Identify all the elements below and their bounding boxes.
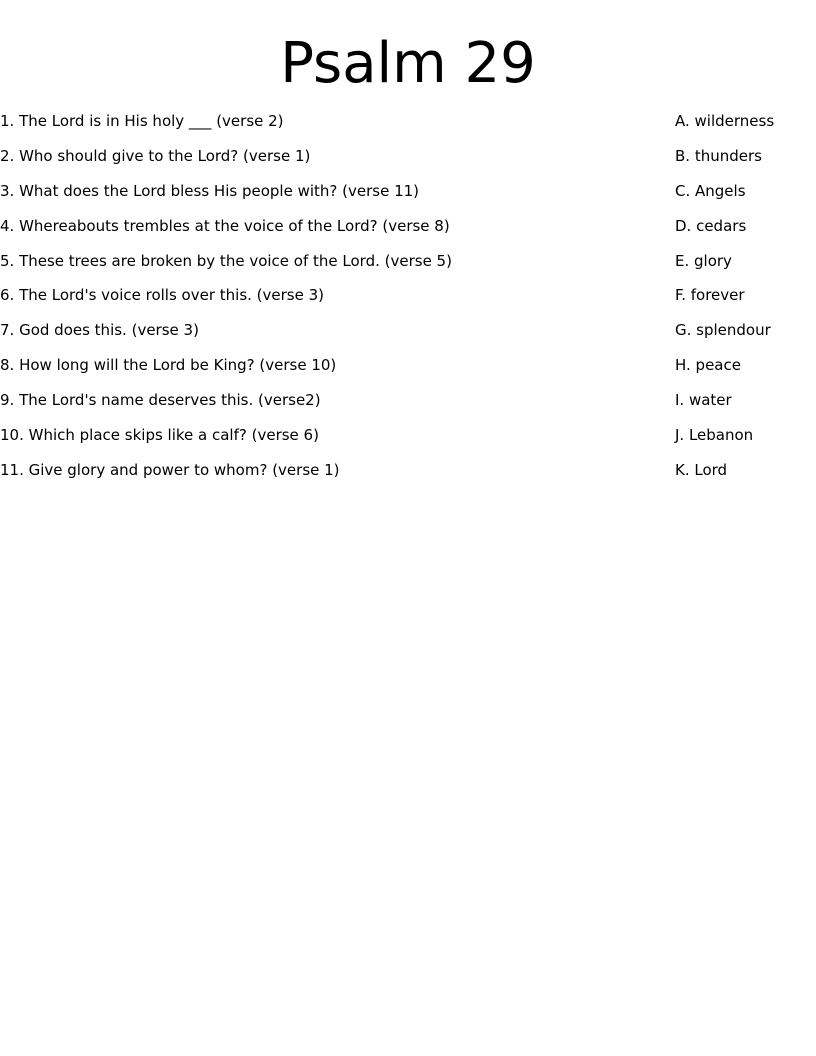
question-item: 6. The Lord's voice rolls over this. (verse 3)	[0, 286, 325, 305]
answer-item: I. water	[675, 391, 732, 410]
question-item: 5. These trees are broken by the voice of the Lord. (verse 5)	[0, 251, 452, 270]
question-item: 10. Which place skips like a calf? (verse 6)	[0, 426, 319, 445]
question-item: 9. The Lord's name deserves this. (verse2)	[0, 391, 321, 410]
answer-item: A. wilderness	[675, 112, 775, 130]
answer-item: D. cedars	[675, 216, 747, 235]
answer-item: H. peace	[675, 356, 741, 375]
answer-item: J. Lebanon	[675, 426, 754, 445]
question-item: 7. God does this. (verse 3)	[0, 321, 199, 340]
answer-item: C. Angels	[675, 181, 746, 200]
answer-item: K. Lord	[675, 460, 728, 479]
question-list	[0, 111, 640, 495]
page-title: Psalm 29	[280, 31, 536, 96]
question-item: 4. Whereabouts trembles at the voice of the Lord? (verse 8)	[0, 216, 450, 235]
question-item: 8. How long will the Lord be King? (verse 10)	[0, 356, 337, 375]
answer-item: E. glory	[675, 251, 732, 270]
question-item: 3. What does the Lord bless His people with? (verse 11)	[0, 181, 420, 200]
answer-item: B. thunders	[675, 146, 762, 165]
question-item: 1. The Lord is in His holy ___ (verse 2)	[0, 112, 284, 130]
answer-list	[675, 111, 816, 495]
answer-item: F. forever	[675, 286, 745, 305]
question-item: 2. Who should give to the Lord? (verse 1)	[0, 146, 311, 165]
answer-item: G. splendour	[675, 321, 771, 340]
question-item: 11. Give glory and power to whom? (verse 1)	[0, 460, 340, 479]
